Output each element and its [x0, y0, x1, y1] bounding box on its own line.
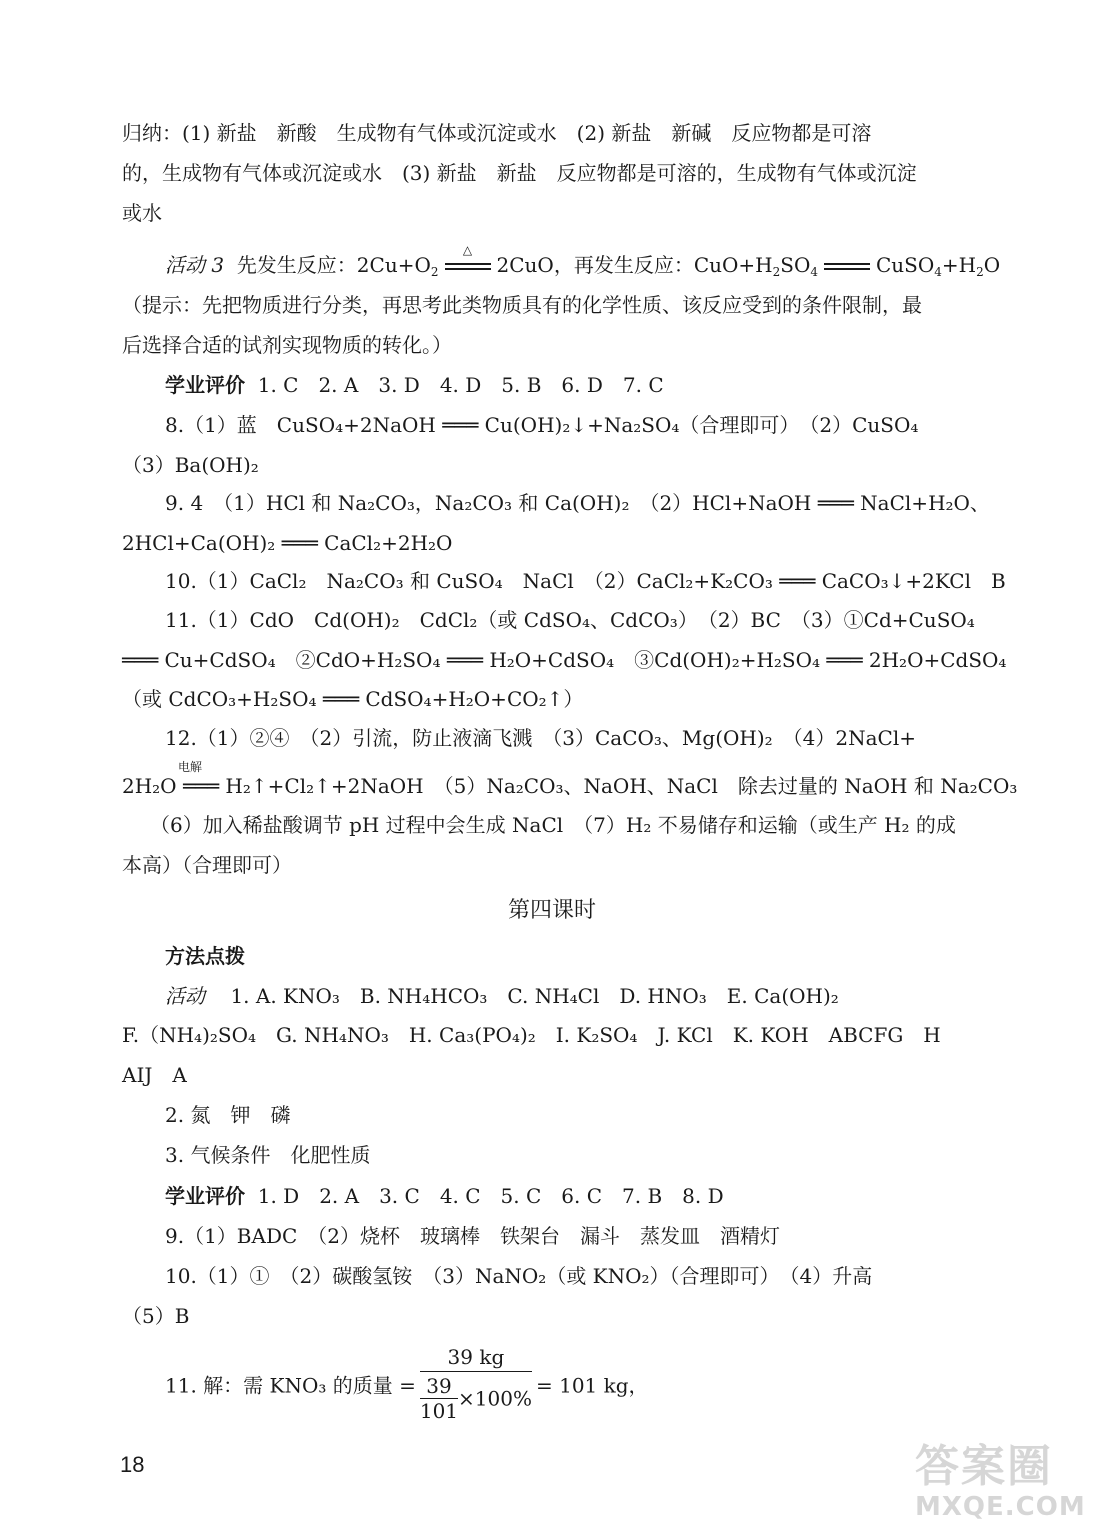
activity3-text-b: 2CuO，再发生反应：CuO+H: [496, 253, 773, 277]
assessment-answers-1: [165, 372, 664, 398]
method-a1-line-3: AIJ A: [122, 1063, 187, 1087]
equals-sign: [824, 260, 870, 274]
summary-line-1: 归纳：(1) 新盐 新酸 生成物有气体或沉淀或水 (2) 新盐 新碱 反应物都是可溶: [122, 121, 872, 145]
assessment-label: 学业评价: [165, 373, 245, 397]
activity3-text-a: 先发生反应：2Cu+O: [236, 253, 431, 277]
method-a1-line1: 1. A. KNO₃ B. NH₄HCO₃ C. NH₄Cl D. HNO₃ E. Ca(OH)₂: [230, 984, 839, 1008]
electrolysis-condition: 电解: [178, 760, 203, 774]
summary-line-3: 或水: [122, 201, 162, 225]
activity3-text-e: O: [983, 253, 1001, 277]
activity3-label: 活动 3: [165, 253, 225, 277]
q8-line-1: 8.（1）蓝 CuSO₄+2NaOH ═══ Cu(OH)₂↓+Na₂SO₄（合理即可） （2）CuSO₄: [165, 413, 919, 437]
q11b-result: = 101 kg，: [535, 1373, 649, 1398]
q10b-line-2: （5）B: [122, 1304, 190, 1328]
method-activity-line-1: [165, 983, 839, 1009]
watermark: [915, 1442, 1105, 1528]
q12-line-2: 2H₂O ═══ H₂↑+Cl₂↑+2NaOH （5）Na₂CO₃、NaOH、NaCl 除去过量的 NaOH 和 Na₂CO₃: [122, 774, 1018, 798]
activity3-hint-1: （提示：先把物质进行分类，再思考此类物质具有的化学性质、该反应受到的条件限制，最: [122, 293, 922, 317]
inner-fraction: [420, 1374, 458, 1423]
assessment-text: 1. C 2. A 3. D 4. D 5. B 6. D 7. C: [257, 373, 664, 397]
fraction: [420, 1345, 532, 1423]
method-activity-label: 活动: [165, 984, 205, 1008]
q11b-equation: [165, 1345, 649, 1423]
assessment-answers-2: [165, 1183, 724, 1209]
q12-line-1: 12.（1）②④ （2）引流，防止液滴飞溅 （3）CaCO₃、Mg(OH)₂ （4）2NaCl+: [165, 726, 916, 750]
q11-line-1: 11.（1）CdO Cd(OH)₂ CdCl₂（或 CdSO₄、CdCO₃） （2）BC （3）①Cd+CuSO₄: [165, 608, 975, 632]
section-title: 第四课时: [508, 898, 597, 923]
activity3-text-c: CuSO: [876, 253, 935, 277]
q8-line-2: （3）Ba(OH)₂: [122, 453, 259, 477]
q12-line-3: （6）加入稀盐酸调节 pH 过程中会生成 NaCl （7）H₂ 不易储存和运输（或生产 H₂ 的成: [150, 813, 956, 837]
page-number: 18: [120, 1452, 145, 1477]
heat-condition: △: [462, 242, 473, 257]
watermark-url: MXQE.COM: [915, 1492, 1086, 1522]
method-a3: 3. 气候条件 化肥性质: [165, 1143, 371, 1167]
summary-line-2: 的，生成物有气体或沉淀或水 (3) 新盐 新盐 反应物都是可溶的，生成物有气体或沉淀: [122, 161, 917, 185]
q10-line-1: 10.（1）CaCl₂ Na₂CO₃ 和 CuSO₄ NaCl （2）CaCl₂+K₂CO₃ ═══ CaCO₃↓+2KCl B: [165, 569, 1006, 593]
q11-line-3: （或 CdCO₃+H₂SO₄ ═══ CdSO₄+H₂O+CO₂↑）: [122, 687, 584, 711]
method-a1-line-2: F.（NH₄)₂SO₄ G. NH₄NO₃ H. Ca₃(PO₄)₂ I. K₂SO₄ J. KCl K. KOH ABCFG H: [122, 1023, 941, 1047]
assessment-label: 学业评价: [165, 1184, 245, 1208]
q9-line-1: 9. 4 （1）HCl 和 Na₂CO₃，Na₂CO₃ 和 Ca(OH)₂ （2）HCl+NaOH ═══ NaCl+H₂O、: [165, 491, 990, 515]
q9b-line-1: 9.（1）BADC （2）烧杯 玻璃棒 铁架台 漏斗 蒸发皿 酒精灯: [165, 1224, 781, 1248]
assessment-text: 1. D 2. A 3. C 4. C 5. C 6. C 7. B 8. D: [257, 1184, 724, 1208]
watermark-logo-text: 答案圈: [915, 1441, 1053, 1492]
q9-line-2: 2HCl+Ca(OH)₂ ═══ CaCl₂+2H₂O: [122, 531, 453, 555]
fraction-denominator: [420, 1372, 532, 1423]
q12-line-4: 本高）（合理即可）: [122, 853, 292, 877]
fraction-numerator: 39 kg: [420, 1345, 532, 1372]
method-a2: 2. 氮 钾 磷: [165, 1103, 291, 1127]
inner-denominator: 101: [419, 1399, 459, 1423]
activity3-hint-2: 后选择合适的试剂实现物质的转化。）: [122, 333, 452, 357]
inner-numerator: 39: [420, 1374, 458, 1399]
q10b-line-1: 10.（1）① （2）碳酸氢铵 （3）NaNO₂（或 KNO₂）（合理即可） （4）升高: [165, 1264, 873, 1288]
q11-line-2: ═══ Cu+CdSO₄ ②CdO+H₂SO₄ ═══ H₂O+CdSO₄ ③Cd(OH)₂+H₂SO₄ ═══ 2H₂O+CdSO₄: [122, 648, 1007, 672]
q11b-prefix: 11. 解：需 KNO₃ 的质量 =: [165, 1373, 416, 1398]
method-title: 方法点拨: [165, 944, 245, 968]
denominator-suffix: ×100%: [458, 1386, 532, 1411]
activity3-equation: 活动 3 先发生反应：$2Cu+O_2$ △ 2CuO，再发生反应：$CuO+H_2SO_4$ $CuSO_4+H_2O$: [165, 242, 1001, 279]
activity3-text-d: +H: [941, 253, 977, 277]
equals-sign: [445, 242, 491, 274]
